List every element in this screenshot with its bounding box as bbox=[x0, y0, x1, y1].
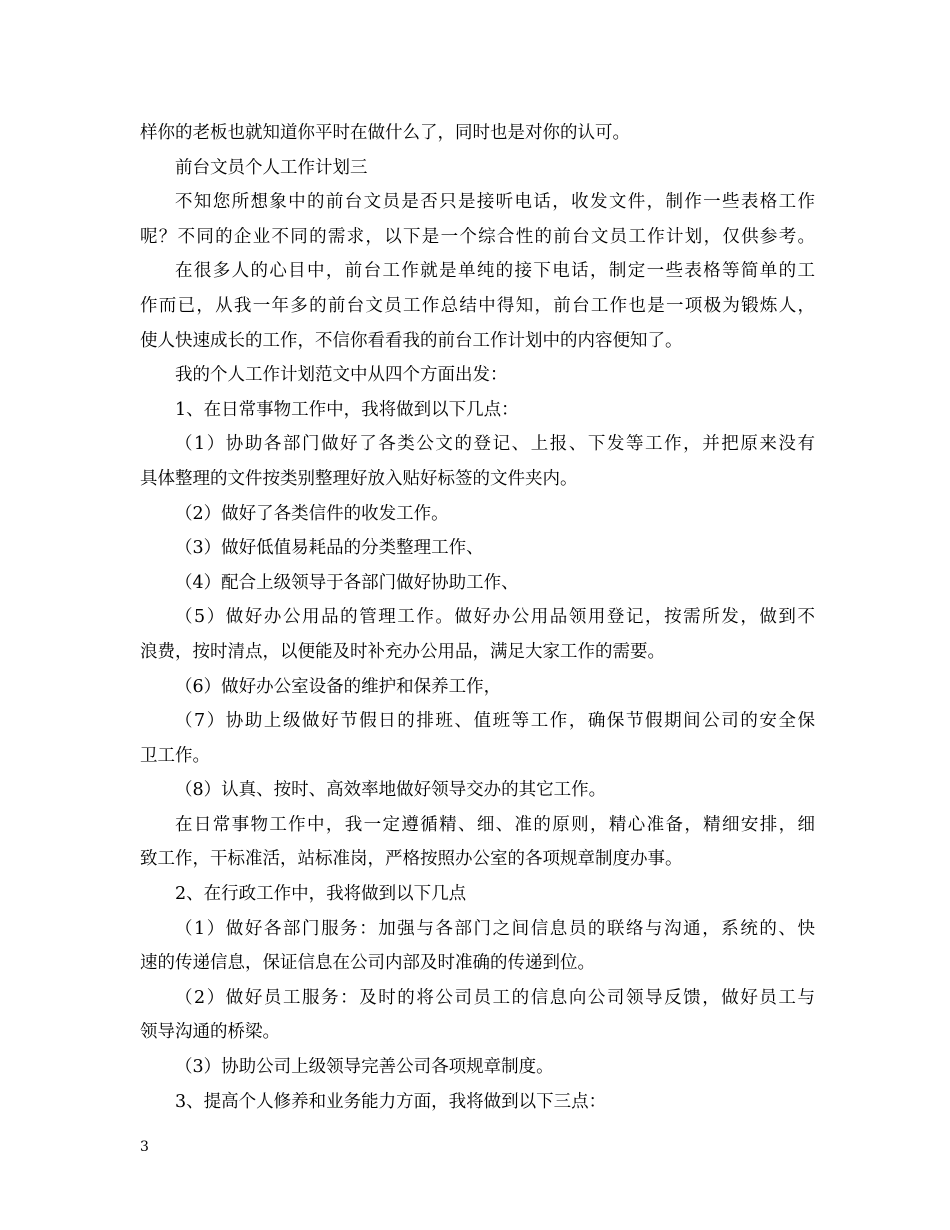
text-line: 样你的老板也就知道你平时在做什么了，同时也是对你的认可。 bbox=[140, 123, 630, 143]
text-line: 具体整理的文件按类别整理好放入贴好标签的文件夹内。 bbox=[140, 468, 578, 489]
text-line: 使人快速成长的工作，不信你看看我的前台工作计划中的内容便知了。 bbox=[140, 330, 683, 351]
text-line: （2）做好了各类信件的收发工作。 bbox=[175, 503, 449, 524]
text-line: 前台文员个人工作计划三 bbox=[175, 157, 368, 178]
text-line: 我的个人工作计划范文中从四个方面出发： bbox=[175, 365, 508, 386]
text-line: 3、提高个人修养和业务能力方面，我将做到以下三点： bbox=[175, 1091, 607, 1112]
text-line: 不知您所想象中的前台文员是否只是接听电话，收发文件，制作一些表格工作 bbox=[175, 192, 815, 213]
text-line: （3）做好低值易耗品的分类整理工作、 bbox=[175, 538, 484, 559]
page-number: 3 bbox=[140, 1139, 149, 1155]
text-line: （6）做好办公室设备的维护和保养工作， bbox=[175, 676, 502, 697]
text-line: 在很多人的心目中，前台工作就是单纯的接下电话，制定一些表格等简单的工 bbox=[175, 261, 815, 282]
text-line: 在日常事物工作中，我一定遵循精、细、准的原则，精心准备，精细安排，细 bbox=[175, 814, 815, 835]
text-line: 浪费，按时清点，以便能及时补充办公用品，满足大家工作的需要。 bbox=[140, 641, 665, 662]
text-line: （5）做好办公用品的管理工作。做好办公用品领用登记，按需所发，做到不 bbox=[175, 607, 815, 628]
text-line: 速的传递信息，保证信息在公司内部及时准确的传递到位。 bbox=[140, 953, 595, 974]
text-line: 致工作，干标准活，站标准岗，严格按照办公室的各项规章制度办事。 bbox=[140, 849, 683, 870]
text-line: （1）协助各部门做好了各类公文的登记、上报、下发等工作，并把原来没有 bbox=[175, 434, 815, 455]
text-line: （2）做好员工服务：及时的将公司员工的信息向公司领导反馈，做好员工与 bbox=[175, 987, 815, 1008]
text-line: 1、在日常事物工作中，我将做到以下几点： bbox=[175, 399, 519, 420]
text-line: 呢？不同的企业不同的需求，以下是一个综合性的前台文员工作计划，仅供参考。 bbox=[140, 226, 815, 247]
document-body bbox=[140, 116, 815, 1119]
text-line: （1）做好各部门服务：加强与各部门之间信息员的联络与沟通，系统的、快 bbox=[175, 918, 815, 939]
text-line: （3）协助公司上级领导完善公司各项规章制度。 bbox=[175, 1057, 554, 1078]
text-line: 领导沟通的桥梁。 bbox=[140, 1022, 280, 1043]
text-line: 作而已，从我一年多的前台文员工作总结中得知，前台工作也是一项极为锻炼人， bbox=[140, 295, 815, 316]
text-line: 2、在行政工作中，我将做到以下几点 bbox=[175, 884, 467, 905]
text-line: （7）协助上级做好节假日的排班、值班等工作，确保节假期间公司的安全保 bbox=[175, 711, 815, 732]
text-line: 卫工作。 bbox=[140, 745, 210, 766]
text-line: （4）配合上级领导于各部门做好协助工作、 bbox=[175, 572, 519, 593]
text-line: （8）认真、按时、高效率地做好领导交办的其它工作。 bbox=[175, 780, 607, 801]
